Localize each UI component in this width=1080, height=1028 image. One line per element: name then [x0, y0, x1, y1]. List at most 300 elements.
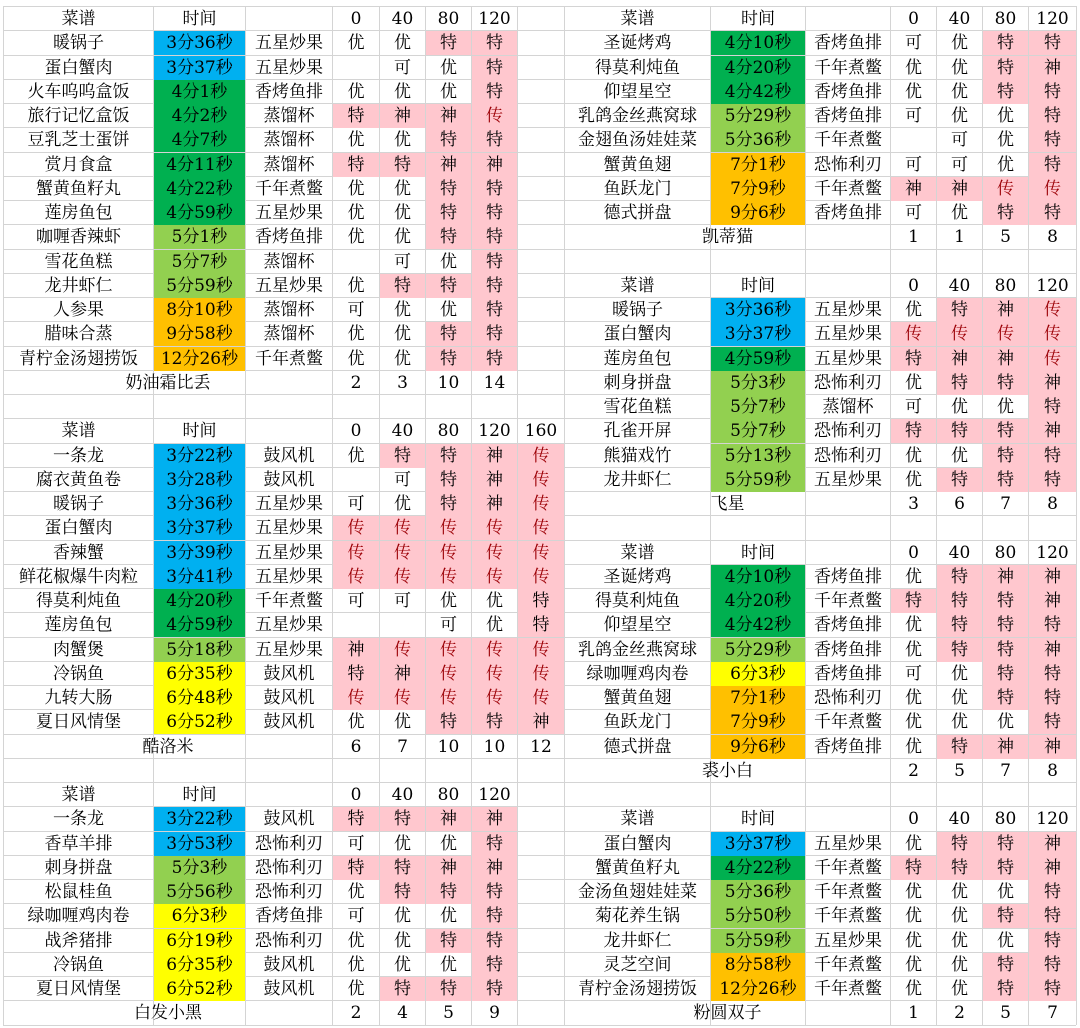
grade-cell: 传: [472, 541, 517, 565]
grade-cell: 特: [333, 856, 379, 880]
cook-time: 3分22秒: [154, 444, 245, 468]
cook-time: 6分3秒: [154, 904, 245, 928]
grade-cell: 传: [518, 638, 564, 662]
grade-cell: 传: [426, 541, 471, 565]
dish-name: 暖锅子: [53, 33, 104, 54]
dish-name: 夏日风情堡: [36, 979, 121, 999]
threshold-header: 40: [948, 542, 971, 563]
dish-name: 灵芝空间: [603, 954, 672, 975]
grade-cell: 优: [951, 33, 968, 54]
cook-time: 4分42秒: [711, 80, 805, 104]
grade-cell: 传: [472, 516, 517, 540]
threshold-header: 40: [948, 809, 971, 830]
kitchen-tool: 蒸馏杯: [263, 251, 315, 272]
grade-cell: 优: [951, 81, 968, 102]
grade-cell: 优: [347, 712, 365, 733]
kitchen-tool: 千年煮鳖: [814, 130, 882, 151]
grade-cell: 神: [380, 104, 425, 128]
grade-cell: 传: [518, 444, 564, 468]
dish-name: 刺身拼盘: [603, 372, 672, 393]
dish-name: 蟹黄鱼翅: [603, 154, 672, 175]
recipe-column-header: 菜谱: [620, 542, 655, 563]
grade-cell: 特: [937, 856, 982, 880]
kitchen-tool: 鼓风机: [263, 809, 315, 830]
time-column-header: 时间: [182, 9, 217, 29]
grade-cell: 优: [951, 906, 968, 927]
kitchen-tool: 蒸馏杯: [263, 324, 315, 345]
grade-total: 14: [483, 372, 506, 393]
grade-cell: 优: [997, 712, 1014, 733]
grade-cell: 优: [394, 930, 411, 951]
time-column-header: 时间: [182, 421, 217, 442]
threshold-header: 0: [350, 421, 362, 442]
grade-cell: 优: [905, 615, 922, 636]
grade-cell: 可: [347, 494, 365, 514]
grade-cell: 特: [1029, 613, 1076, 637]
grade-cell: 可: [347, 833, 365, 854]
dish-name: 龙井虾仁: [603, 930, 672, 951]
grade-total: 6: [954, 494, 965, 514]
dish-name: 赏月食盒: [44, 154, 113, 175]
grade-cell: 优: [951, 397, 968, 417]
threshold-header: 160: [524, 421, 558, 442]
grade-cell: [333, 468, 379, 492]
grade-cell: 优: [905, 712, 922, 733]
grade-total: 5: [954, 760, 965, 781]
threshold-header: 120: [478, 9, 511, 29]
cook-time: 7分1秒: [711, 686, 805, 710]
threshold-header: 0: [350, 9, 362, 29]
kitchen-tool: 五星炒果: [814, 469, 882, 490]
kitchen-tool: 香烤鱼排: [814, 203, 882, 223]
dish-name: 鱼跃龙门: [603, 178, 672, 199]
grade-cell: 特: [983, 419, 1028, 443]
cook-time: 4分22秒: [711, 856, 805, 880]
cook-time: 5分50秒: [711, 904, 805, 928]
kitchen-tool: 鼓风机: [263, 712, 315, 733]
grade-total: 10: [437, 372, 460, 393]
cook-time: 6分52秒: [154, 977, 245, 1001]
grade-cell: 优: [997, 397, 1014, 417]
dish-name: 腐衣黄鱼卷: [36, 469, 121, 490]
grade-cell: 传: [333, 541, 379, 565]
grade-cell: 传: [472, 638, 517, 662]
grade-cell: 优: [905, 469, 922, 490]
threshold-header: 120: [1036, 9, 1069, 29]
grade-cell: 优: [347, 324, 365, 345]
cook-time: 5分18秒: [154, 638, 245, 662]
dish-name: 仰望星空: [603, 81, 672, 102]
cook-time: 4分7秒: [154, 128, 245, 152]
grade-cell: 特: [1029, 395, 1076, 419]
recipe-column-header: 菜谱: [620, 275, 655, 296]
grade-cell: 特: [1029, 201, 1076, 225]
threshold-header: 120: [1036, 809, 1069, 830]
threshold-header: 120: [478, 421, 511, 442]
kitchen-tool: 五星炒果: [255, 542, 323, 563]
grade-cell: 优: [951, 930, 968, 951]
grade-cell: 特: [937, 419, 982, 443]
cook-time: 5分29秒: [711, 638, 805, 662]
grade-cell: 优: [394, 348, 411, 369]
grade-cell: 神: [983, 565, 1028, 589]
grade-cell: 神: [1029, 638, 1076, 662]
grade-cell: 可: [951, 154, 968, 175]
kitchen-tool: 香烤鱼排: [814, 639, 882, 660]
cook-time: 5分7秒: [711, 419, 805, 443]
kitchen-tool: 鼓风机: [263, 979, 315, 999]
dish-name: 人参果: [53, 300, 104, 320]
grade-cell: 传: [1029, 177, 1076, 201]
grade-cell: 特: [1029, 31, 1076, 55]
grade-cell: 神: [472, 444, 517, 468]
dish-name: 刺身拼盘: [44, 857, 113, 878]
grade-cell: 特: [472, 31, 517, 55]
cook-time: 4分10秒: [711, 565, 805, 589]
grade-cell: 神: [1029, 856, 1076, 880]
kitchen-tool: 恐怖利刃: [814, 688, 882, 708]
grade-cell: 优: [905, 906, 922, 927]
grade-cell: 优: [440, 300, 457, 320]
cook-time: 6分19秒: [154, 929, 245, 953]
threshold-header: 40: [948, 9, 971, 29]
threshold-header: 80: [994, 275, 1017, 296]
time-column-header: 时间: [741, 9, 775, 29]
grade-cell: 特: [1029, 80, 1076, 104]
grade-cell: 神: [426, 807, 471, 831]
grade-cell: 特: [426, 880, 471, 904]
grade-cell: 优: [394, 81, 411, 102]
grade-cell: 特: [472, 128, 517, 152]
dish-name: 战斧猪排: [44, 930, 113, 951]
threshold-header: 80: [994, 809, 1017, 830]
grade-cell: 优: [905, 639, 922, 660]
kitchen-tool: 香烤鱼排: [255, 906, 323, 927]
dish-name: 火车呜呜盒饭: [27, 81, 130, 102]
kitchen-tool: 香烤鱼排: [255, 227, 323, 248]
dish-name: 蛋白蟹肉: [603, 833, 672, 854]
grade-cell: 特: [983, 638, 1028, 662]
dish-name: 莲房鱼包: [44, 615, 113, 636]
chef-name: 奶油霜比丢: [125, 372, 211, 393]
grade-cell: 特: [380, 153, 425, 177]
dish-name: 暖锅子: [53, 494, 104, 514]
grade-cell: 神: [1029, 832, 1076, 856]
kitchen-tool: 香烤鱼排: [814, 81, 882, 102]
grade-cell: 特: [983, 371, 1028, 395]
grade-cell: 特: [426, 977, 471, 1001]
grade-cell: 特: [333, 104, 379, 128]
grade-cell: 优: [997, 154, 1014, 175]
kitchen-tool: 恐怖利刃: [255, 857, 323, 878]
grade-total: 12: [530, 736, 552, 757]
grade-cell: 特: [983, 832, 1028, 856]
grade-total: 5: [1000, 227, 1011, 248]
dish-name: 蟹黄鱼翅: [603, 688, 672, 708]
grade-cell: 特: [937, 589, 982, 613]
dish-name: 得莫利炖鱼: [36, 591, 121, 611]
cook-time: 4分20秒: [154, 589, 245, 613]
dish-name: 仰望星空: [603, 615, 672, 636]
grade-cell: 神: [333, 638, 379, 662]
grade-cell: 优: [997, 930, 1014, 951]
kitchen-tool: 鼓风机: [263, 954, 315, 975]
grade-cell: 优: [905, 300, 922, 320]
grade-cell: 特: [426, 929, 471, 953]
grade-cell: [333, 250, 379, 274]
grade-total: 1: [908, 1003, 919, 1024]
grade-cell: 特: [472, 347, 517, 371]
grade-cell: 优: [997, 106, 1014, 126]
grade-cell: 特: [426, 444, 471, 468]
grade-cell: 优: [394, 954, 411, 975]
grade-cell: 特: [472, 953, 517, 977]
grade-cell: 优: [997, 130, 1014, 151]
grade-cell: 神: [472, 492, 517, 516]
grade-cell: 优: [440, 906, 457, 927]
grade-cell: 可: [951, 130, 968, 151]
grade-cell: 可: [394, 591, 411, 611]
grade-cell: 优: [951, 954, 968, 975]
dish-name: 圣诞烤鸡: [603, 33, 672, 54]
kitchen-tool: 香烤鱼排: [814, 566, 882, 587]
kitchen-tool: 恐怖利刃: [814, 445, 882, 466]
dish-name: 乳鸽金丝燕窝球: [578, 639, 697, 660]
grade-cell: 特: [983, 856, 1028, 880]
grade-cell: 优: [394, 712, 411, 733]
grade-cell: 优: [951, 882, 968, 902]
grade-cell: 传: [518, 468, 564, 492]
grade-cell: 特: [380, 274, 425, 298]
kitchen-tool: 千年煮鳖: [814, 591, 882, 611]
grade-cell: 传: [983, 322, 1028, 346]
grade-cell: 特: [472, 225, 517, 249]
kitchen-tool: 五星炒果: [814, 348, 882, 369]
grade-cell: 特: [983, 613, 1028, 637]
dish-name: 蟹黄鱼籽丸: [595, 857, 680, 878]
grade-cell: 传: [518, 662, 564, 686]
grade-cell: 优: [905, 445, 922, 466]
kitchen-tool: 香烤鱼排: [814, 106, 882, 126]
kitchen-tool: 五星炒果: [255, 518, 323, 539]
dish-name: 夏日风情堡: [36, 712, 121, 733]
grade-cell: 传: [518, 686, 564, 710]
grade-cell: 传: [1029, 298, 1076, 322]
cook-time: 9分58秒: [154, 322, 245, 346]
grade-cell: 优: [394, 130, 411, 151]
cook-time: 3分41秒: [154, 565, 245, 589]
kitchen-tool: 千年煮鳖: [814, 857, 882, 878]
dish-name: 龙井虾仁: [603, 469, 672, 490]
threshold-header: 0: [908, 9, 919, 29]
kitchen-tool: 香烤鱼排: [814, 615, 882, 636]
grade-cell: 优: [394, 906, 411, 927]
grade-cell: 优: [905, 833, 922, 854]
grade-cell: 可: [394, 251, 411, 272]
kitchen-tool: 蒸馏杯: [822, 397, 874, 417]
cook-time: 5分59秒: [711, 929, 805, 953]
dish-name: 咖喱香辣虾: [36, 227, 121, 248]
grade-cell: 优: [394, 324, 411, 345]
grade-cell: 优: [347, 81, 365, 102]
grade-cell: 特: [937, 613, 982, 637]
grade-cell: 传: [518, 565, 564, 589]
time-column-header: 时间: [182, 785, 217, 805]
grade-cell: 特: [983, 686, 1028, 710]
grade-cell: 特: [426, 322, 471, 346]
grade-cell: 传: [426, 565, 471, 589]
threshold-header: 0: [908, 275, 919, 296]
grade-cell: 特: [380, 807, 425, 831]
dish-name: 龙井虾仁: [44, 275, 113, 296]
grade-cell: 可: [905, 33, 922, 54]
cook-time: 12分26秒: [154, 347, 245, 371]
kitchen-tool: 千年煮鳖: [814, 712, 882, 733]
dish-name: 松鼠桂鱼: [44, 882, 113, 902]
grade-cell: 传: [333, 565, 379, 589]
grade-cell: 可: [347, 300, 365, 320]
dish-name: 熊猫戏竹: [603, 445, 672, 466]
grade-cell: 传: [426, 662, 471, 686]
cook-time: 3分36秒: [154, 492, 245, 516]
grade-cell: 特: [472, 201, 517, 225]
kitchen-tool: 恐怖利刃: [255, 833, 323, 854]
dish-name: 冷锅鱼: [53, 663, 104, 684]
grade-cell: 神: [891, 177, 936, 201]
grade-cell: 优: [905, 979, 922, 999]
cook-time: 5分1秒: [154, 225, 245, 249]
kitchen-tool: 五星炒果: [814, 324, 882, 345]
grade-cell: 优: [347, 348, 365, 369]
grade-total: 3: [397, 372, 408, 393]
grade-cell: 优: [394, 33, 411, 54]
grade-cell: 神: [1029, 565, 1076, 589]
grade-cell: 特: [983, 31, 1028, 55]
grade-cell: 可: [905, 106, 922, 126]
grade-cell: 神: [1029, 735, 1076, 759]
grade-cell: 优: [440, 833, 457, 854]
grade-cell: 特: [1029, 904, 1076, 928]
grade-total: 2: [350, 372, 362, 393]
kitchen-tool: 恐怖利刃: [255, 882, 323, 902]
cook-time: 3分36秒: [711, 298, 805, 322]
cook-time: 5分36秒: [711, 880, 805, 904]
grade-cell: 传: [518, 492, 564, 516]
cook-time: 8分58秒: [711, 953, 805, 977]
kitchen-tool: 千年煮鳖: [255, 178, 323, 199]
grade-cell: 优: [394, 178, 411, 199]
grade-cell: 特: [937, 298, 982, 322]
grade-cell: 优: [905, 372, 922, 393]
grade-cell: 特: [472, 274, 517, 298]
time-column-header: 时间: [741, 542, 775, 563]
cook-time: 3分37秒: [711, 322, 805, 346]
grade-cell: 特: [472, 880, 517, 904]
grade-cell: 特: [891, 419, 936, 443]
recipe-column-header: 菜谱: [620, 9, 655, 29]
kitchen-tool: 鼓风机: [263, 445, 315, 466]
cook-time: 4分10秒: [711, 31, 805, 55]
recipe-column-header: 菜谱: [61, 421, 96, 442]
grade-cell: 优: [997, 882, 1014, 902]
dish-name: 金汤鱼翅娃娃菜: [578, 882, 697, 902]
grade-total: 10: [437, 736, 460, 757]
grade-cell: 特: [472, 832, 517, 856]
dish-name: 得莫利炖鱼: [595, 591, 680, 611]
grade-total: 1: [908, 227, 919, 248]
cook-time: 5分29秒: [711, 104, 805, 128]
threshold-header: 80: [994, 9, 1017, 29]
grade-cell: 特: [472, 56, 517, 80]
threshold-header: 120: [1036, 542, 1069, 563]
grade-cell: 传: [426, 638, 471, 662]
grade-cell: 传: [333, 516, 379, 540]
cook-time: 7分9秒: [711, 177, 805, 201]
grade-cell: 特: [426, 274, 471, 298]
grade-cell: 优: [486, 591, 503, 611]
cook-time: 4分22秒: [154, 177, 245, 201]
chef-name: 粉圆双子: [693, 1003, 762, 1024]
dish-name: 莲房鱼包: [44, 203, 113, 223]
kitchen-tool: 五星炒果: [255, 275, 323, 296]
kitchen-tool: 鼓风机: [263, 688, 315, 708]
cook-time: 5分7秒: [154, 250, 245, 274]
cook-time: 5分36秒: [711, 128, 805, 152]
grade-cell: 优: [347, 203, 365, 223]
grade-cell: 传: [518, 541, 564, 565]
dish-name: 鲜花椒爆牛肉粒: [19, 566, 138, 587]
grade-cell: 传: [983, 177, 1028, 201]
kitchen-tool: 恐怖利刃: [255, 930, 323, 951]
grade-cell: 特: [1029, 710, 1076, 734]
grade-total: 8: [1047, 227, 1058, 248]
grade-total: 4: [397, 1003, 408, 1024]
chef-name: 白发小黑: [134, 1003, 202, 1024]
grade-cell: 特: [518, 613, 564, 637]
cook-time: 4分59秒: [154, 613, 245, 637]
kitchen-tool: 五星炒果: [814, 833, 882, 854]
cook-time: 4分11秒: [154, 153, 245, 177]
grade-total: 1: [954, 227, 965, 248]
grade-cell: 特: [426, 31, 471, 55]
cook-time: 5分56秒: [154, 880, 245, 904]
cook-time: 7分1秒: [711, 153, 805, 177]
kitchen-tool: 千年煮鳖: [255, 591, 323, 611]
grade-cell: 神: [983, 347, 1028, 371]
cook-time: 6分35秒: [154, 953, 245, 977]
kitchen-tool: 五星炒果: [814, 300, 882, 320]
kitchen-tool: 五星炒果: [255, 615, 323, 636]
grade-total: 7: [1000, 760, 1011, 781]
grade-cell: 传: [380, 638, 425, 662]
grade-cell: 优: [394, 203, 411, 223]
grade-cell: [333, 56, 379, 80]
grade-cell: 优: [394, 227, 411, 248]
grade-cell: 优: [440, 591, 457, 611]
grade-cell: 可: [394, 57, 411, 78]
cook-time: 3分39秒: [154, 541, 245, 565]
grade-cell: 特: [1029, 977, 1076, 1001]
grade-cell: 传: [472, 662, 517, 686]
kitchen-tool: 千年煮鳖: [255, 348, 323, 369]
grade-cell: 特: [333, 662, 379, 686]
dish-name: 蛋白蟹肉: [603, 324, 672, 345]
grade-cell: 优: [394, 300, 411, 320]
kitchen-tool: 千年煮鳖: [814, 882, 882, 902]
grade-cell: 特: [472, 298, 517, 322]
grade-cell: 神: [472, 807, 517, 831]
grade-cell: 优: [951, 57, 968, 78]
